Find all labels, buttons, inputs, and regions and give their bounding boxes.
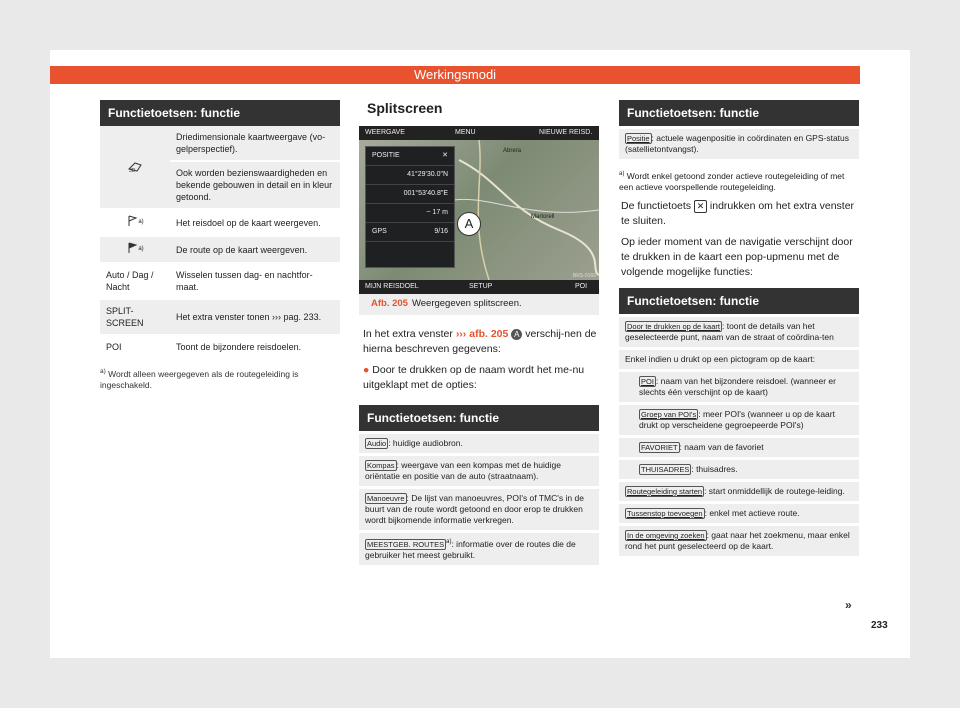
close-paragraph: De functietoets ✕ indrukken om het extra venster te sluiten.: [621, 199, 855, 227]
right-table-title: Functietoetsen: functie: [619, 100, 859, 126]
left-row-2-text: Het reisdoel op de kaart weergeven.: [170, 209, 340, 236]
right-table2-title: Functietoetsen: functie: [619, 288, 859, 314]
middle-table-title: Functietoetsen: functie: [359, 405, 599, 431]
left-row-1-text-2: Ook worden bezienswaardigheden en bekende gebouwen in detail en in kleur getoond.: [170, 161, 340, 209]
right-row-9: In de omgeving zoeken : gaat naar het zoekmenu, maar enkel rond het punt geselecteerd op de kaart.: [619, 524, 859, 556]
right-row-2: Enkel indien u drukt op een pictogram op de kaart:: [619, 348, 859, 370]
bullet-paragraph: ● Door te drukken op de naam wordt het me-nu uitgeklapt met de opties:: [363, 364, 585, 391]
left-footnote: $^{a)}$ Wordt alleen weergegeven als de routegeleiding is ingeschakeld.: [100, 368, 299, 390]
popup-latitude: 41°29'30.0"N: [366, 166, 454, 185]
right-row-7: Routegeleiding starten : start onmiddellijk de routege-leiding.: [619, 480, 859, 502]
left-table-title: Functietoetsen: functie: [100, 100, 340, 126]
middle-function-table: [359, 431, 599, 565]
left-column: [100, 100, 340, 391]
left-row-5-key: SPLIT-SCREEN: [100, 299, 170, 335]
splitscreen-figure: [359, 126, 599, 294]
left-function-table: [100, 126, 340, 358]
figure-top-bar: [359, 126, 599, 140]
map-city-abrera: Abrera: [503, 148, 522, 154]
left-row-3-text: De route op de kaart weergeven.: [170, 236, 340, 263]
right-row-5: FAVORIET : naam van de favoriet: [619, 436, 859, 458]
figure-link[interactable]: afb. 205: [469, 328, 509, 340]
right-footnote: $^{a)}$ Wordt enkel getoond zonder actieve routegeleiding of met een actieve voorspellende routegeleiding.: [619, 170, 845, 192]
popup-altitude: ~ 17 m: [366, 204, 454, 223]
next-page-marker: »: [845, 598, 852, 612]
close-icon: ✕: [694, 200, 707, 213]
popup-title-row: POSITIE ✕: [366, 147, 454, 166]
figure-caption: Afb. 205 Weergegeven splitscreen.: [359, 294, 599, 315]
right-row-1: Door te drukken op de kaart : toont de details van het geselecteerde punt, naam van de straat of coördina-ten: [619, 315, 859, 348]
right-function-table: [619, 314, 859, 556]
middle-row-kompas: Kompas : weergave van een kompas met de huidige oriëntatie en positie van de auto (straatnaam).: [359, 455, 599, 488]
right-row-6: THUISADRES : thuisadres.: [619, 458, 859, 480]
page-number: 233: [871, 620, 888, 631]
left-row-6-key: POI: [100, 335, 170, 358]
middle-row-manoeuvre: Manoeuvre : De lijst van manoeuvres, POI's of TMC's in de buurt van de route wordt getoond en door erop te drukken wordt bijkomende informatie verkregen.: [359, 488, 599, 532]
left-row-6-text: Toont de bijzondere reisdoelen.: [170, 335, 340, 358]
svg-text:3D: 3D: [129, 167, 136, 173]
middle-row-routes: MEESTGEB. ROUTES $^{a)}$: informatie over de routes die de gebruiker het meest gebruikt.: [359, 532, 599, 565]
intro-paragraph: In het extra venster ››› afb. 205 A verschij-nen de hierna beschreven gegevens:: [363, 328, 597, 355]
position-popup: [365, 146, 455, 268]
mijn-reisdoel-button: MIJN REISDOEL: [365, 283, 419, 290]
right-row-3: POI : naam van het bijzondere reisdoel. (wanneer er slechts één verschijnt op de kaart): [619, 370, 859, 403]
figure-bottom-bar: [359, 280, 599, 294]
right-position-table: [619, 126, 859, 159]
middle-column: [359, 100, 599, 565]
poi-button: POI: [575, 283, 588, 290]
popup-satellites: GPS 9/16: [366, 223, 454, 242]
route-flag-icon: [126, 246, 138, 256]
menu-button: MENU: [455, 129, 476, 136]
left-row-4-key: Auto / Dag / Nacht: [100, 263, 170, 299]
left-row-4-text: Wisselen tussen dag- en nachtfor-maat.: [170, 263, 340, 299]
right-column: [619, 100, 859, 556]
left-row-1-text-1: Driedimensionale kaartweergave (vo-gelperspectief).: [170, 126, 340, 161]
map-city-martorell: Martorell: [531, 214, 555, 220]
right-row-4: Groep van POI's : meer POI's (wanneer u op de kaart drukt op verscheidene gegroepeerde POI's): [619, 403, 859, 436]
figure-code: BRS-0160: [572, 273, 596, 279]
popup-longitude: 001°53'40.8"E: [366, 185, 454, 204]
section-heading: Splitscreen: [367, 100, 443, 116]
popup-paragraph: Op ieder moment van de navigatie verschijnt door te drukken in de kaart een pop-upmenu met de volgende mogelijke functies:: [621, 235, 853, 278]
left-row-2-key: a): [100, 209, 170, 236]
nieuwe-reisd-button: NIEUWE REISD.: [539, 129, 593, 136]
section-header: Werkingsmodi: [50, 66, 860, 84]
figure-callout-a: A: [457, 212, 481, 236]
close-icon: ✕: [442, 152, 448, 159]
right-row-8: Tussenstop toevoegen : enkel met actieve route.: [619, 502, 859, 524]
middle-row-audio: Audio : huidige audiobron.: [359, 433, 599, 455]
weergave-button: WEERGAVE: [365, 129, 405, 136]
setup-button: SETUP: [469, 283, 493, 290]
3d-map-icon: [100, 126, 170, 209]
left-row-5-text: Het extra venster tonen ››› pag. 233.: [170, 299, 340, 335]
destination-flag-icon: [126, 219, 138, 229]
right-row-positie: Positie : actuele wagenpositie in coördinaten en GPS-status (satellietontvangst).: [619, 128, 859, 160]
left-row-3-key: a): [100, 236, 170, 263]
